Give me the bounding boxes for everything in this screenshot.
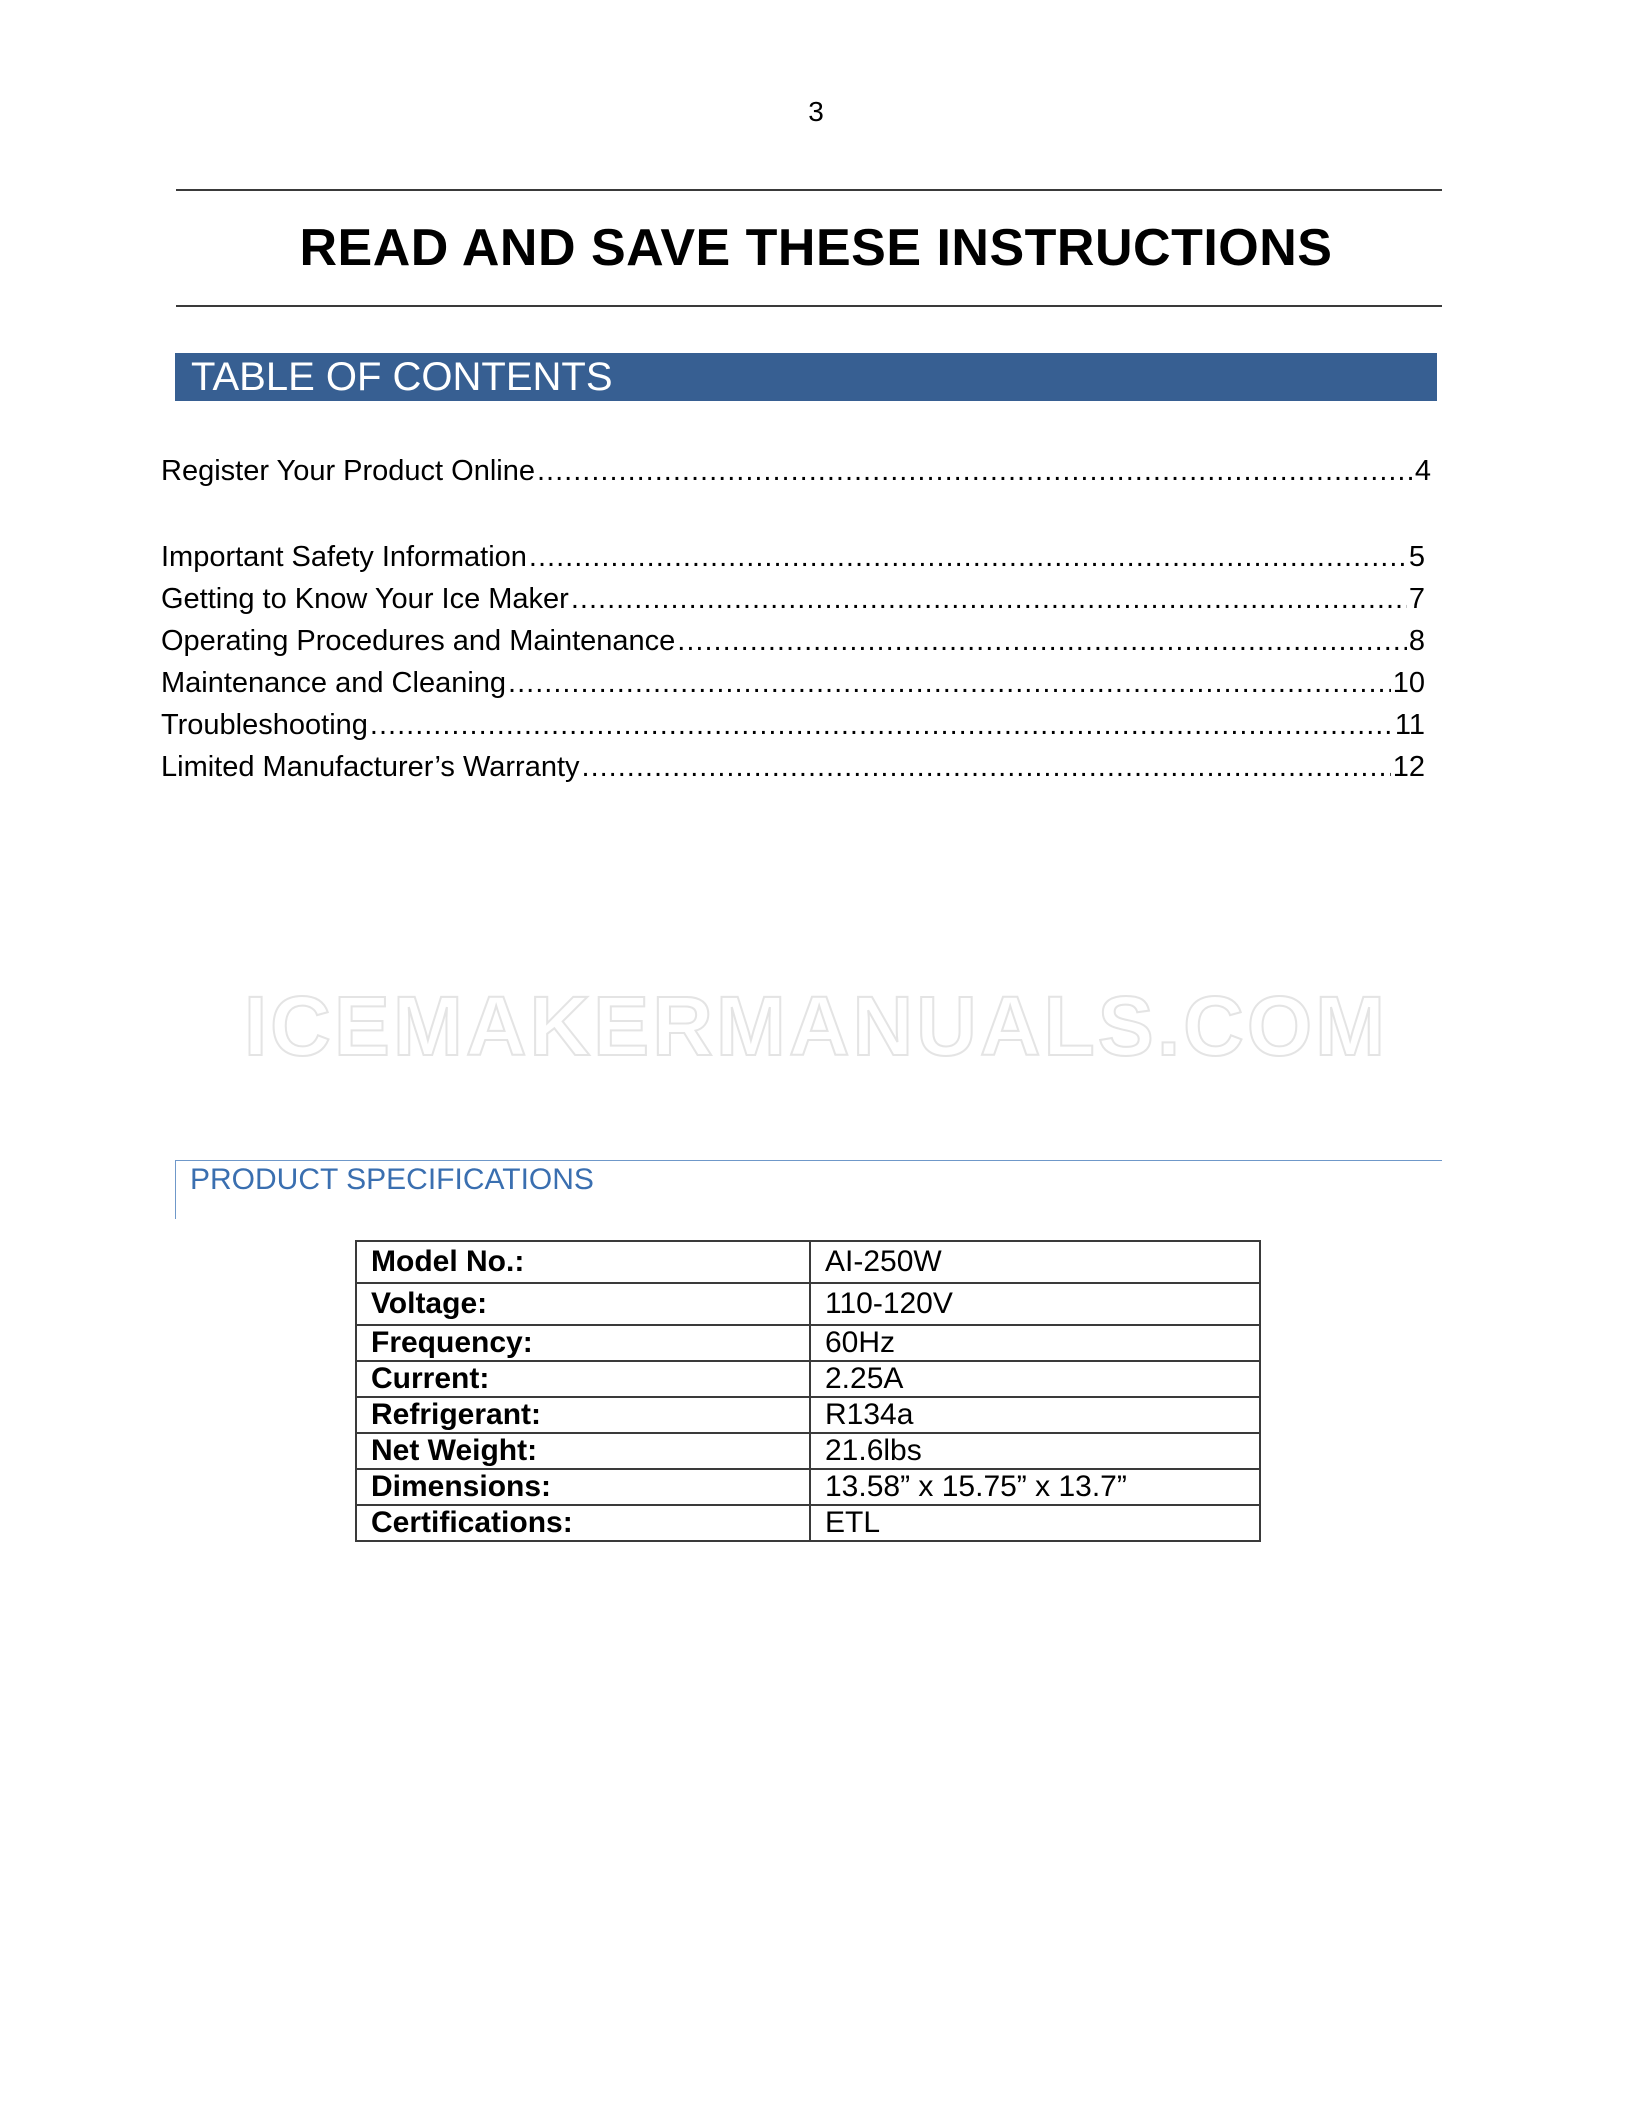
heading-top-rule xyxy=(176,189,1442,191)
toc-leader-dots xyxy=(582,746,1391,788)
spec-label: Net Weight: xyxy=(356,1433,810,1469)
table-row xyxy=(356,1505,1260,1541)
toc-entry-page: 7 xyxy=(1408,583,1425,615)
heading-bottom-rule xyxy=(176,305,1442,307)
spec-label: Refrigerant: xyxy=(356,1397,810,1433)
spec-table xyxy=(355,1240,1261,1542)
toc-entry-title: Limited Manufacturer’s Warranty xyxy=(161,751,580,783)
toc-entry-page: 11 xyxy=(1394,709,1425,741)
spec-value: AI-250W xyxy=(810,1241,1260,1283)
spec-label: Certifications: xyxy=(356,1505,810,1541)
page-title: READ AND SAVE THESE INSTRUCTIONS xyxy=(299,219,1333,277)
table-row xyxy=(356,1361,1260,1397)
toc-entry-page: 8 xyxy=(1408,625,1425,657)
toc-entry-title: Getting to Know Your Ice Maker xyxy=(161,583,569,615)
spec-section-header xyxy=(175,1160,1442,1219)
toc-entry-title: Maintenance and Cleaning xyxy=(161,667,507,699)
toc-entry-title: Troubleshooting xyxy=(161,709,368,741)
spec-title: PRODUCT SPECIFICATIONS xyxy=(190,1163,594,1196)
table-row xyxy=(356,1469,1260,1505)
toc-leader-dots xyxy=(508,662,1391,704)
toc-entry-troubleshooting[interactable] xyxy=(161,704,1437,746)
toc-entry-title: Register Your Product Online xyxy=(161,455,535,487)
toc-entry-page: 5 xyxy=(1408,541,1425,573)
spec-label: Model No.: xyxy=(356,1241,810,1283)
toc-banner xyxy=(175,353,1437,401)
table-row xyxy=(356,1241,1260,1283)
spec-value: R134a xyxy=(810,1397,1260,1433)
toc-entry-warranty[interactable] xyxy=(161,746,1437,788)
table-row xyxy=(356,1433,1260,1469)
table-row xyxy=(356,1325,1260,1361)
table-of-contents xyxy=(161,450,1437,788)
spec-label: Dimensions: xyxy=(356,1469,810,1505)
toc-leader-dots xyxy=(370,704,1393,746)
toc-entry-page: 4 xyxy=(1414,455,1431,487)
toc-entry-maintenance[interactable] xyxy=(161,662,1437,704)
toc-leader-dots xyxy=(529,536,1407,578)
spec-value: 60Hz xyxy=(810,1325,1260,1361)
page-number: 3 xyxy=(808,96,824,127)
toc-entry-page: 10 xyxy=(1392,667,1425,699)
toc-leader-dots xyxy=(571,578,1407,620)
spec-value: 21.6lbs xyxy=(810,1433,1260,1469)
toc-entry-register[interactable] xyxy=(161,450,1437,492)
toc-entry-operating[interactable] xyxy=(161,620,1437,662)
toc-entry-getting-to-know[interactable] xyxy=(161,578,1437,620)
toc-entry-safety[interactable] xyxy=(161,536,1437,578)
spec-value: 110-120V xyxy=(810,1283,1260,1325)
toc-leader-dots xyxy=(677,620,1407,662)
spec-value: 2.25A xyxy=(810,1361,1260,1397)
toc-leader-dots xyxy=(537,450,1413,492)
spec-label: Current: xyxy=(356,1361,810,1397)
spec-value: 13.58” x 15.75” x 13.7” xyxy=(810,1469,1260,1505)
table-row xyxy=(356,1283,1260,1325)
table-row xyxy=(356,1397,1260,1433)
spec-value: ETL xyxy=(810,1505,1260,1541)
toc-entry-title: Operating Procedures and Maintenance xyxy=(161,625,676,657)
spec-label: Frequency: xyxy=(356,1325,810,1361)
toc-entry-page: 12 xyxy=(1392,751,1425,783)
spec-label: Voltage: xyxy=(356,1283,810,1325)
watermark: ICEMAKERMANUALS.COM xyxy=(243,979,1389,1073)
toc-title: TABLE OF CONTENTS xyxy=(191,355,613,399)
toc-entry-title: Important Safety Information xyxy=(161,541,527,573)
